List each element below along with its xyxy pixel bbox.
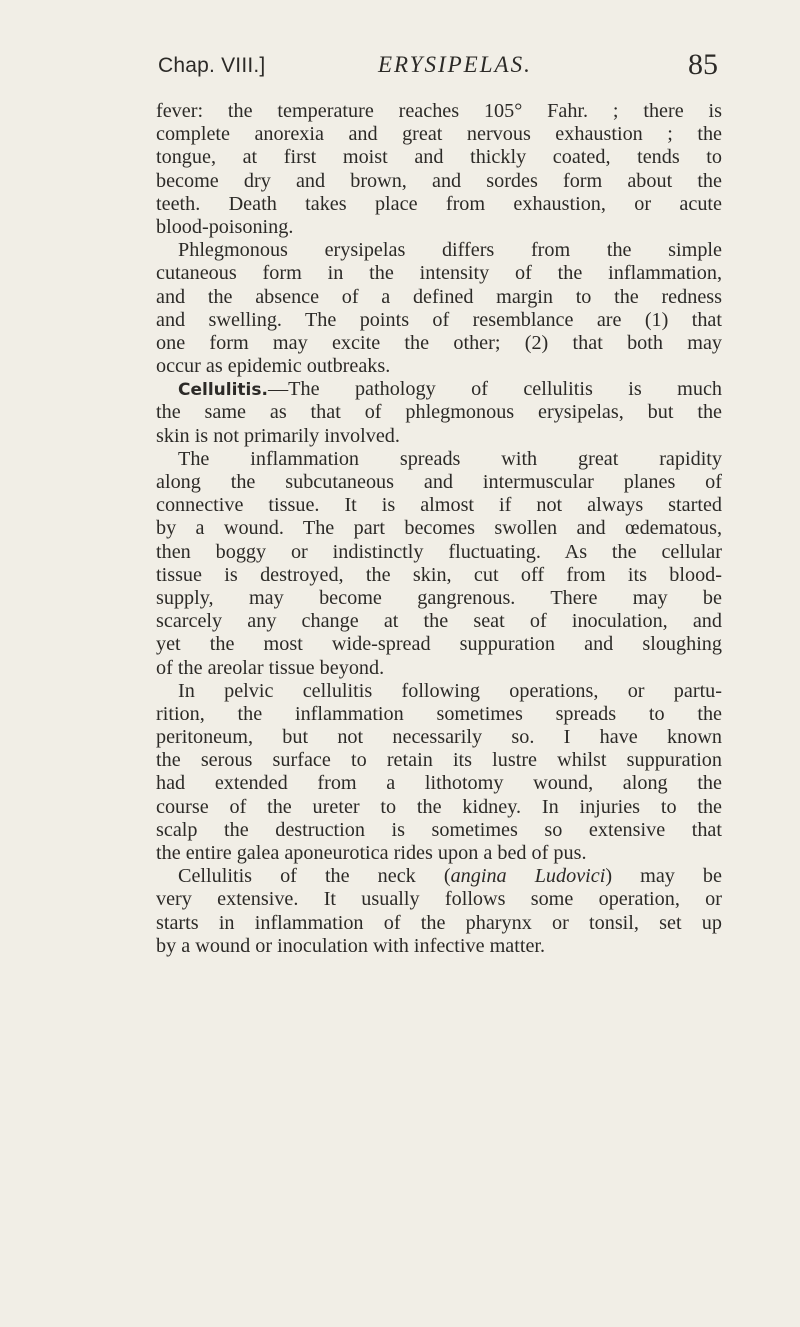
text-line (156, 865, 722, 888)
text-line: had extended from a lithotomy wound, along the (156, 772, 722, 795)
running-title: ERYSIPELAS. (378, 52, 532, 77)
text-line: Phlegmonous erysipelas differs from the simple (178, 239, 722, 262)
text-line: rition, the inflammation sometimes spreads to the (156, 702, 722, 725)
text-line: and swelling. The points of resemblance are (1) that (156, 308, 722, 331)
text-line: the entire galea aponeurotica rides upon a bed of pus. (156, 842, 587, 864)
chapter-label: Chap. VIII.] (158, 54, 266, 77)
text-line: yet the most wide-spread suppuration and sloughing (156, 633, 722, 656)
paragraph-3 (156, 378, 722, 448)
text-line: cutaneous form in the intensity of the inflammation, (156, 262, 722, 285)
text-line: complete anorexia and great nervous exhaustion ; the (156, 123, 722, 146)
text-line: become dry and brown, and sordes form about the (156, 169, 722, 192)
text-line (156, 378, 722, 401)
text-line: supply, may become gangrenous. There may be (156, 586, 722, 609)
text-line: then boggy or indistinctly fluctuating. As the cellular (156, 540, 722, 563)
paragraph-4 (156, 448, 722, 680)
text-run: —The pathology of cellulitis is much (267, 378, 722, 401)
text-run: ) may be (605, 865, 722, 888)
body-text (156, 100, 722, 958)
running-head (158, 44, 718, 84)
text-line: and the absence of a defined margin to the redness (156, 285, 722, 308)
text-line: tongue, at first moist and thickly coated, tends to (156, 146, 722, 169)
text-line: skin is not primarily involved. (156, 424, 400, 447)
italic-term: angina Ludovici (450, 865, 606, 888)
text-line: scalp the destruction is sometimes so extensive that (156, 818, 722, 841)
text-line: tissue is destroyed, the skin, cut off from its blood- (156, 563, 722, 586)
text-line: fever: the temperature reaches 105° Fahr. ; there is (156, 100, 722, 122)
paragraph-2 (156, 239, 722, 378)
text-line: occur as epidemic outbreaks. (156, 355, 391, 378)
text-line: In pelvic cellulitis following operations, or partu- (178, 679, 722, 702)
page-number: 85 (688, 48, 718, 81)
text-line: by a wound. The part becomes swollen and œdematous, (156, 517, 722, 540)
text-line: connective tissue. It is almost if not always started (156, 494, 722, 517)
text-line: peritoneum, but not necessarily so. I have known (156, 726, 722, 749)
paragraph-1 (156, 100, 722, 239)
text-line: very extensive. It usually follows some operation, or (156, 888, 722, 911)
text-line: teeth. Death takes place from exhaustion, or acute (156, 192, 722, 215)
text-line: course of the ureter to the kidney. In injuries to the (156, 795, 722, 818)
text-line: starts in inflammation of the pharynx or tonsil, set up (156, 911, 722, 934)
text-line: of the areolar tissue beyond. (156, 656, 385, 679)
paragraph-5 (156, 680, 722, 866)
text-line: by a wound or inoculation with infective matter. (156, 934, 546, 957)
text-line: the serous surface to retain its lustre whilst suppuration (156, 749, 722, 772)
text-line: The inflammation spreads with great rapidity (178, 447, 722, 470)
text-line: along the subcutaneous and intermuscular planes of (156, 471, 722, 493)
paragraph-6 (156, 865, 722, 958)
text-line: one form may excite the other; (2) that both may (156, 331, 722, 354)
text-run: Cellulitis of the neck ( (178, 865, 451, 888)
text-line: scarcely any change at the seat of inoculation, and (156, 610, 722, 633)
text-line: the same as that of phlegmonous erysipelas, but the (156, 401, 722, 424)
section-heading: Cellulitis. (178, 380, 268, 401)
text-line: blood-poisoning. (156, 215, 294, 238)
